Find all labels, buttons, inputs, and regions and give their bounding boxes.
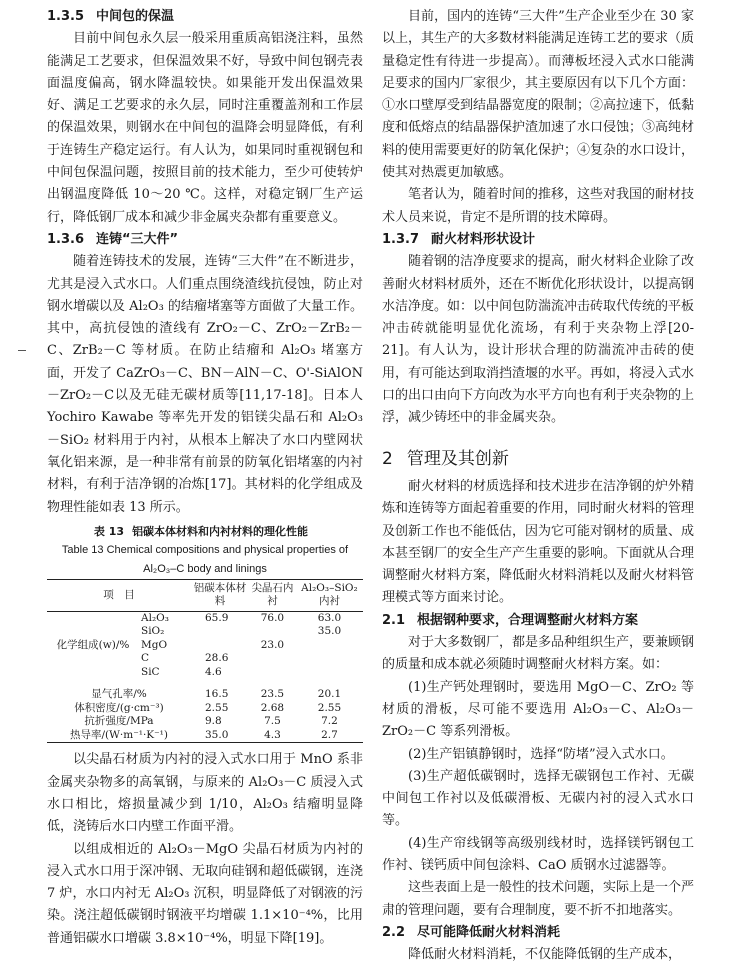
paragraph: 降低耐火材料消耗，不仅能降低钢的生产成本， — [408, 947, 682, 963]
paragraph: 以尖晶石材质为内衬的浸入式水口用于 MnO 系非金属夹杂物多的高氧钢，与原来的 Al₂O₃－C 质浸入式水口相比，熔损量减少到 1/10，Al₂O₃ 结瘤明显降低，浇铸后水口内壁工作面平滑。 — [47, 752, 363, 835]
table-cell: 35.0 — [317, 625, 342, 638]
table-row — [47, 688, 363, 702]
paragraph: 以组成相近的 Al₂O₃－MgO 尖晶石材质为内衬的浸入式水口用于深冲钢、无取向硅钢和超低碳钢，连浇 7 炉，水口内衬无 Al₂O₃ 沉积，明显降低了对钢液的污染。浇注超低碳钢时钢液平均增碳 1.1×10⁻⁴%，比用普通铝碳水口增碳 3.8×10⁻⁴%，明显下降[19]。 — [47, 841, 363, 946]
table-row — [47, 702, 363, 716]
left-column — [47, 6, 363, 950]
table-cell: 2.55 — [317, 701, 342, 714]
table-row — [47, 611, 363, 625]
table-cell: 23.0 — [260, 638, 285, 651]
section-number: 1.3.5 — [47, 9, 85, 24]
table-cell — [249, 625, 296, 639]
table-cell: 7.5 — [264, 715, 281, 728]
section-title: 尽可能降低耐火材料消耗 — [417, 924, 561, 940]
section-title: 连铸“三大件” — [96, 231, 179, 247]
header-col2: 尖晶石内衬 — [251, 581, 294, 608]
table-cell: 体积密度/(g·cm⁻³) — [74, 701, 164, 714]
paragraph: 对于大多数钢厂，都是多品种组织生产，要兼顾钢的质量和成本就必须随时调整耐火材料方案。如： — [382, 635, 695, 673]
table-cell: 2.68 — [260, 701, 285, 714]
right-column — [382, 6, 694, 966]
table-cell: 65.9 — [205, 611, 229, 624]
table-cell: 热导率/(W·m⁻¹·K⁻¹) — [69, 728, 168, 741]
section-heading-1-3-7 — [382, 229, 694, 251]
table-title: 铝碳本体材料和内衬材料的理化性能 — [132, 524, 309, 538]
paragraph: 随着连铸技术的发展，连铸“三大件”在不断进步，尤其是浸入式水口。人们重点围绕渣线抗侵蚀，防止对钢水增碳以及 Al₂O₃ 的结瘤堵塞等方面做了大量工作。其中，高抗侵蚀的渣线有 ZrO₂－C、ZrO₂－ZrB₂－C、ZrB₂－C 等材质。在防止结瘤和 Al₂O₃ 堵塞方面，开发了 CaZrO₃－C、BN－AlN－C、O'-SiAlON－ZrO₂－C以及无硅无碳材质等[11,17-18]。日本人 Yochiro Kawabe 等率先开发的铝镁尖晶石和 Al₂O₃－SiO₂ 材料用于内衬，从根本上解决了水口内壁网状氧化铝来源，是一种非常有前景的防氧化铝堵塞的内衬材料，有利于洁净钢的冶炼[17]。其材料的化学组成及物理性能如表 13 所示。 — [47, 254, 363, 515]
table-cell: 76.0 — [260, 611, 285, 624]
table-cell — [249, 652, 296, 666]
table-cell — [296, 666, 363, 680]
header-col1: 铝碳本体材料 — [193, 581, 247, 608]
table-cell: C — [141, 652, 150, 665]
section-heading-2-1 — [382, 610, 694, 632]
section-title: 根据钢种要求，合理调整耐火材料方案 — [417, 612, 639, 628]
header-item: 项 目 — [103, 588, 135, 601]
table-cell: 抗折强度/MPa — [84, 715, 154, 728]
table-cell: 28.6 — [205, 652, 229, 665]
section-number: 1.3.7 — [382, 231, 420, 247]
section-heading-1-3-5 — [47, 6, 363, 28]
table-cell: 显气孔率/% — [91, 688, 147, 701]
table-cell: 2.7 — [321, 728, 338, 741]
table-cell — [296, 639, 363, 653]
table-cell: SiO₂ — [141, 625, 165, 638]
table-cell: 20.1 — [317, 688, 342, 701]
chem-label: 化学组成(w)/% — [56, 638, 130, 651]
table-caption-en-1: Table 13 Chemical compositions and physical properties of — [61, 543, 349, 556]
paragraph: 随着钢的洁净度要求的提高，耐火材料企业除了改善耐火材料材质外，还在不断优化形状设计，以提高钢水洁净度。如：以中间包防湍流冲击砖取代传统的平板冲击砖就能明显优化流场，有利于夹杂物上浮[20-21]。有人认为，设计形状合理的防湍流冲击砖的使用，有可能达到取消挡渣堰的水平。再如，将浸入式水口的出口由向下方向改为水平方向也有利于夹杂物的上浮，减少铸坯中的非金属夹杂。 — [382, 254, 695, 426]
paragraph: (2)生产铝镇静钢时，选择“防堵”浸入式水口。 — [408, 746, 674, 762]
table-caption-en-2: Al₂O₃–C body and linings — [143, 562, 267, 575]
paragraph: 目前，国内的连铸“三大件”生产企业至少在 30 家以上，其生产的大多数材料能满足连铸工艺的要求（质量稳定性有待进一步提高）。而薄板坯浸入式水口能满足要求的国内厂家很少，其主要原因有以下几个方面：①水口壁厚受到结晶器宽度的限制；②高拉速下，低黏度和低熔点的结晶器保护渣加速了水口侵蚀；③高纯材料的使用需要更好的防氧化保护；④复杂的水口设计，使其对热震更加敏感。 — [382, 9, 695, 181]
paragraph: 耐火材料的材质选择和技术进步在洁净钢的炉外精炼和连铸等方面起着重要的作用，同时耐火材料的管理及创新工作也不能低估，因为它可能对钢材的质量、成本甚至钢厂的安全生产产生重要的影响。下面就从合理调整耐火材料方案，降低耐火材料消耗以及耐火材料管理模式等方面来讨论。 — [382, 478, 695, 606]
table-number: 表 13 — [93, 524, 125, 538]
section-title: 中间包的保温 — [96, 9, 175, 24]
table-cell: MgO — [141, 638, 168, 651]
table-cell: SiC — [141, 665, 160, 678]
table-cell: 7.2 — [321, 715, 338, 728]
paragraph: (3)生产超低碳钢时，选择无碳钢包工作衬、无碳中间包工作衬以及低碳滑板、无碳内衬的浸入式水口等。 — [382, 768, 694, 829]
paragraph: (4)生产帘线钢等高级别线材时，选择镁钙钢包工作衬、镁钙质中间包涂料、CaO 质钢水过滤器等。 — [382, 835, 694, 873]
table-cell: 4.6 — [205, 665, 222, 678]
table-header-row — [47, 579, 363, 611]
table-row — [47, 715, 363, 729]
header-col3: Al₂O₃–SiO₂内衬 — [301, 581, 358, 608]
chapter-number: 2 — [382, 448, 393, 469]
table-spacer — [47, 679, 363, 688]
section-number: 2.2 — [382, 924, 406, 940]
table-cell — [191, 639, 249, 653]
paragraph: 笔者认为，随着时间的推移，这些对我国的耐材技术人员来说，肯定不是所谓的技术障碍。 — [382, 187, 695, 225]
table-cell: 16.5 — [205, 688, 229, 701]
section-number: 2.1 — [382, 612, 406, 628]
table-cell: 23.5 — [260, 688, 285, 701]
table-cell — [296, 652, 363, 666]
section-title: 耐火材料形状设计 — [431, 231, 536, 247]
chapter-heading-2 — [382, 448, 694, 470]
paragraph: 目前中间包永久层一般采用重质高铝浇注料，虽然能满足工艺要求，但保温效果不好，导致中间包钢壳表面温度偏高，钢水降温较快。如果能开发出保温效果好、满足工艺要求的永久层，同时注重覆盖剂和工作层的保温效果，则钢水在中间包的温降会明显降低，有利于连铸生产稳定运行。有人认为，如果同时重视钢包和中间包保温问题，按照目前的技术能力，至少可使转炉出钢温度降低 10～20 ℃。这样，对稳定钢厂生产运行，降低钢厂成本和减少非金属夹杂都有重要意义。 — [47, 31, 363, 225]
properties-table — [47, 579, 363, 744]
table-cell: 2.55 — [205, 701, 229, 714]
table-cell: 9.8 — [205, 715, 222, 728]
section-number: 1.3.6 — [47, 231, 85, 247]
table-cell: Al₂O₃ — [141, 611, 169, 624]
margin-mark — [18, 350, 26, 351]
table-cell — [191, 625, 249, 639]
table-caption — [47, 525, 363, 538]
section-heading-1-3-6 — [47, 229, 363, 251]
table-cell — [249, 666, 296, 680]
paragraph: (1)生产钙处理钢时，要选用 MgO－C、ZrO₂ 等材质的滑板，尽可能不要选用 Al₂O₃－C、Al₂O₃－ZrO₂－C 等系列滑板。 — [382, 679, 694, 740]
table-cell: 63.0 — [317, 611, 342, 624]
table-row — [47, 729, 363, 743]
table-cell: 35.0 — [205, 728, 229, 741]
chapter-title: 管理及其创新 — [406, 448, 509, 469]
paragraph: 这些表面上是一般性的技术问题，实际上是一个严肃的管理问题，要有合理制度，要不折不扣地落实。 — [382, 880, 695, 918]
table-cell: 4.3 — [264, 728, 281, 741]
